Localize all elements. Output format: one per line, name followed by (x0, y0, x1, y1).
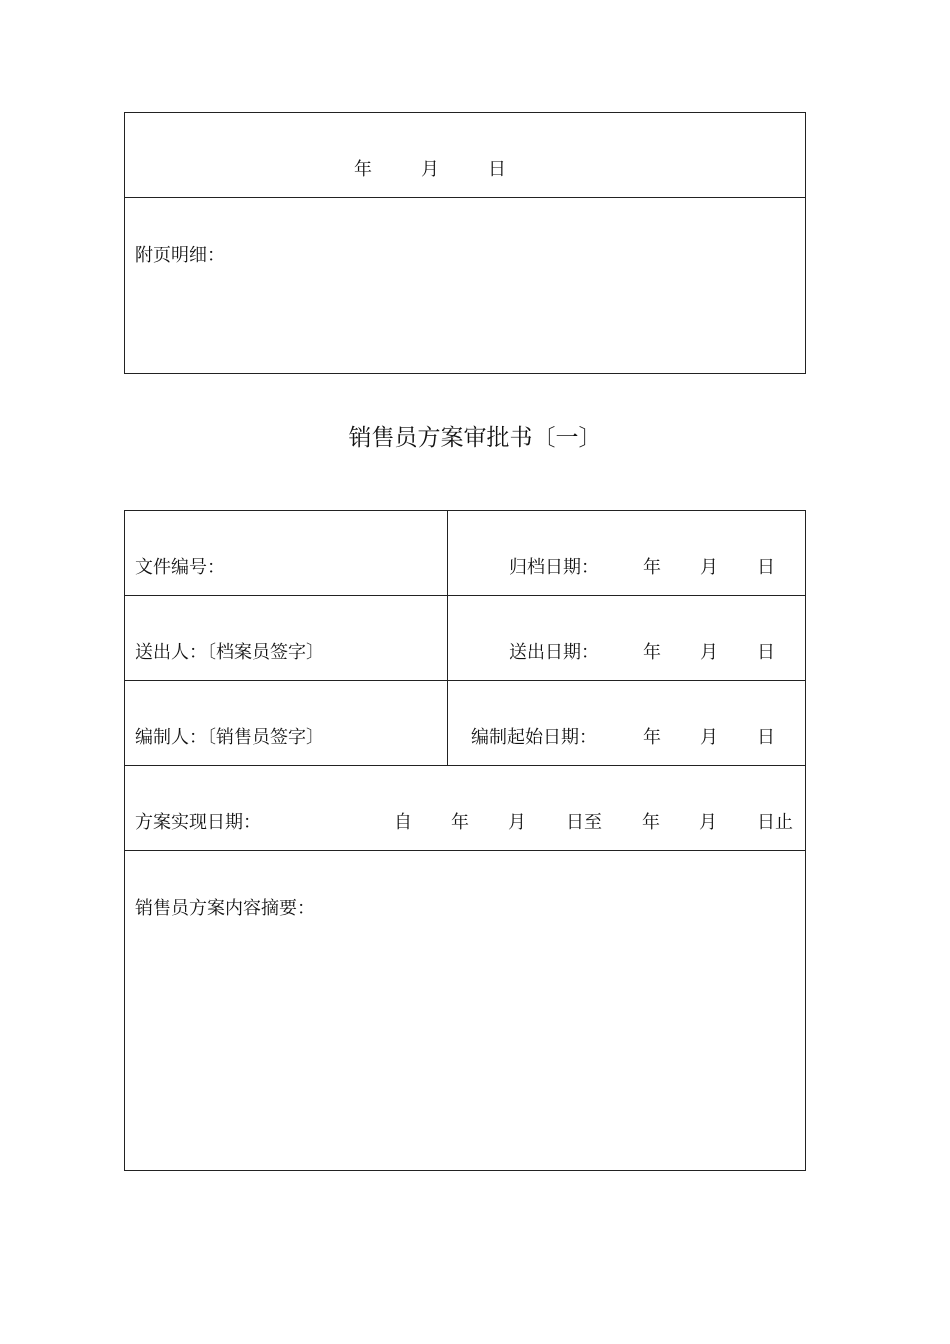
row-divider-1 (124, 595, 806, 596)
impl-from: 自 (394, 812, 412, 833)
impl-end-day: 日止 (757, 812, 793, 833)
preparer-label: 编制人：〔销售员签字〕 (135, 727, 324, 748)
row-divider-4 (124, 850, 806, 851)
archive-date-month: 月 (700, 557, 718, 578)
impl-end-year: 年 (642, 812, 660, 833)
page-title: 销售员方案审批书〔一〕 (348, 425, 602, 451)
summary-label: 销售员方案内容摘要： (135, 898, 315, 919)
prep-start-label: 编制起始日期： (471, 727, 597, 748)
impl-label: 方案实现日期： (135, 812, 261, 833)
prep-start-day: 日 (757, 727, 775, 748)
column-divider (447, 510, 448, 765)
impl-to-day: 日至 (566, 812, 602, 833)
top-table (124, 112, 806, 374)
impl-end-month: 月 (699, 812, 717, 833)
attachment-label: 附页明细： (135, 245, 225, 266)
archive-date-day: 日 (757, 557, 775, 578)
row-divider-3 (124, 765, 806, 766)
archive-date-year: 年 (643, 557, 661, 578)
send-date-day: 日 (757, 642, 775, 663)
archive-date-label: 归档日期： (509, 557, 599, 578)
top-date-day: 日 (488, 159, 506, 180)
send-date-year: 年 (643, 642, 661, 663)
doc-no-label: 文件编号： (135, 557, 225, 578)
send-date-label: 送出日期： (509, 642, 599, 663)
send-date-month: 月 (700, 642, 718, 663)
impl-start-year: 年 (451, 812, 469, 833)
top-date-year: 年 (354, 159, 372, 180)
top-date-month: 月 (421, 159, 439, 180)
prep-start-month: 月 (700, 727, 718, 748)
prep-start-year: 年 (643, 727, 661, 748)
impl-start-month: 月 (508, 812, 526, 833)
row-divider-2 (124, 680, 806, 681)
sender-label: 送出人：〔档案员签字〕 (135, 642, 324, 663)
approval-form-table (124, 510, 806, 1171)
top-table-divider (124, 197, 806, 198)
